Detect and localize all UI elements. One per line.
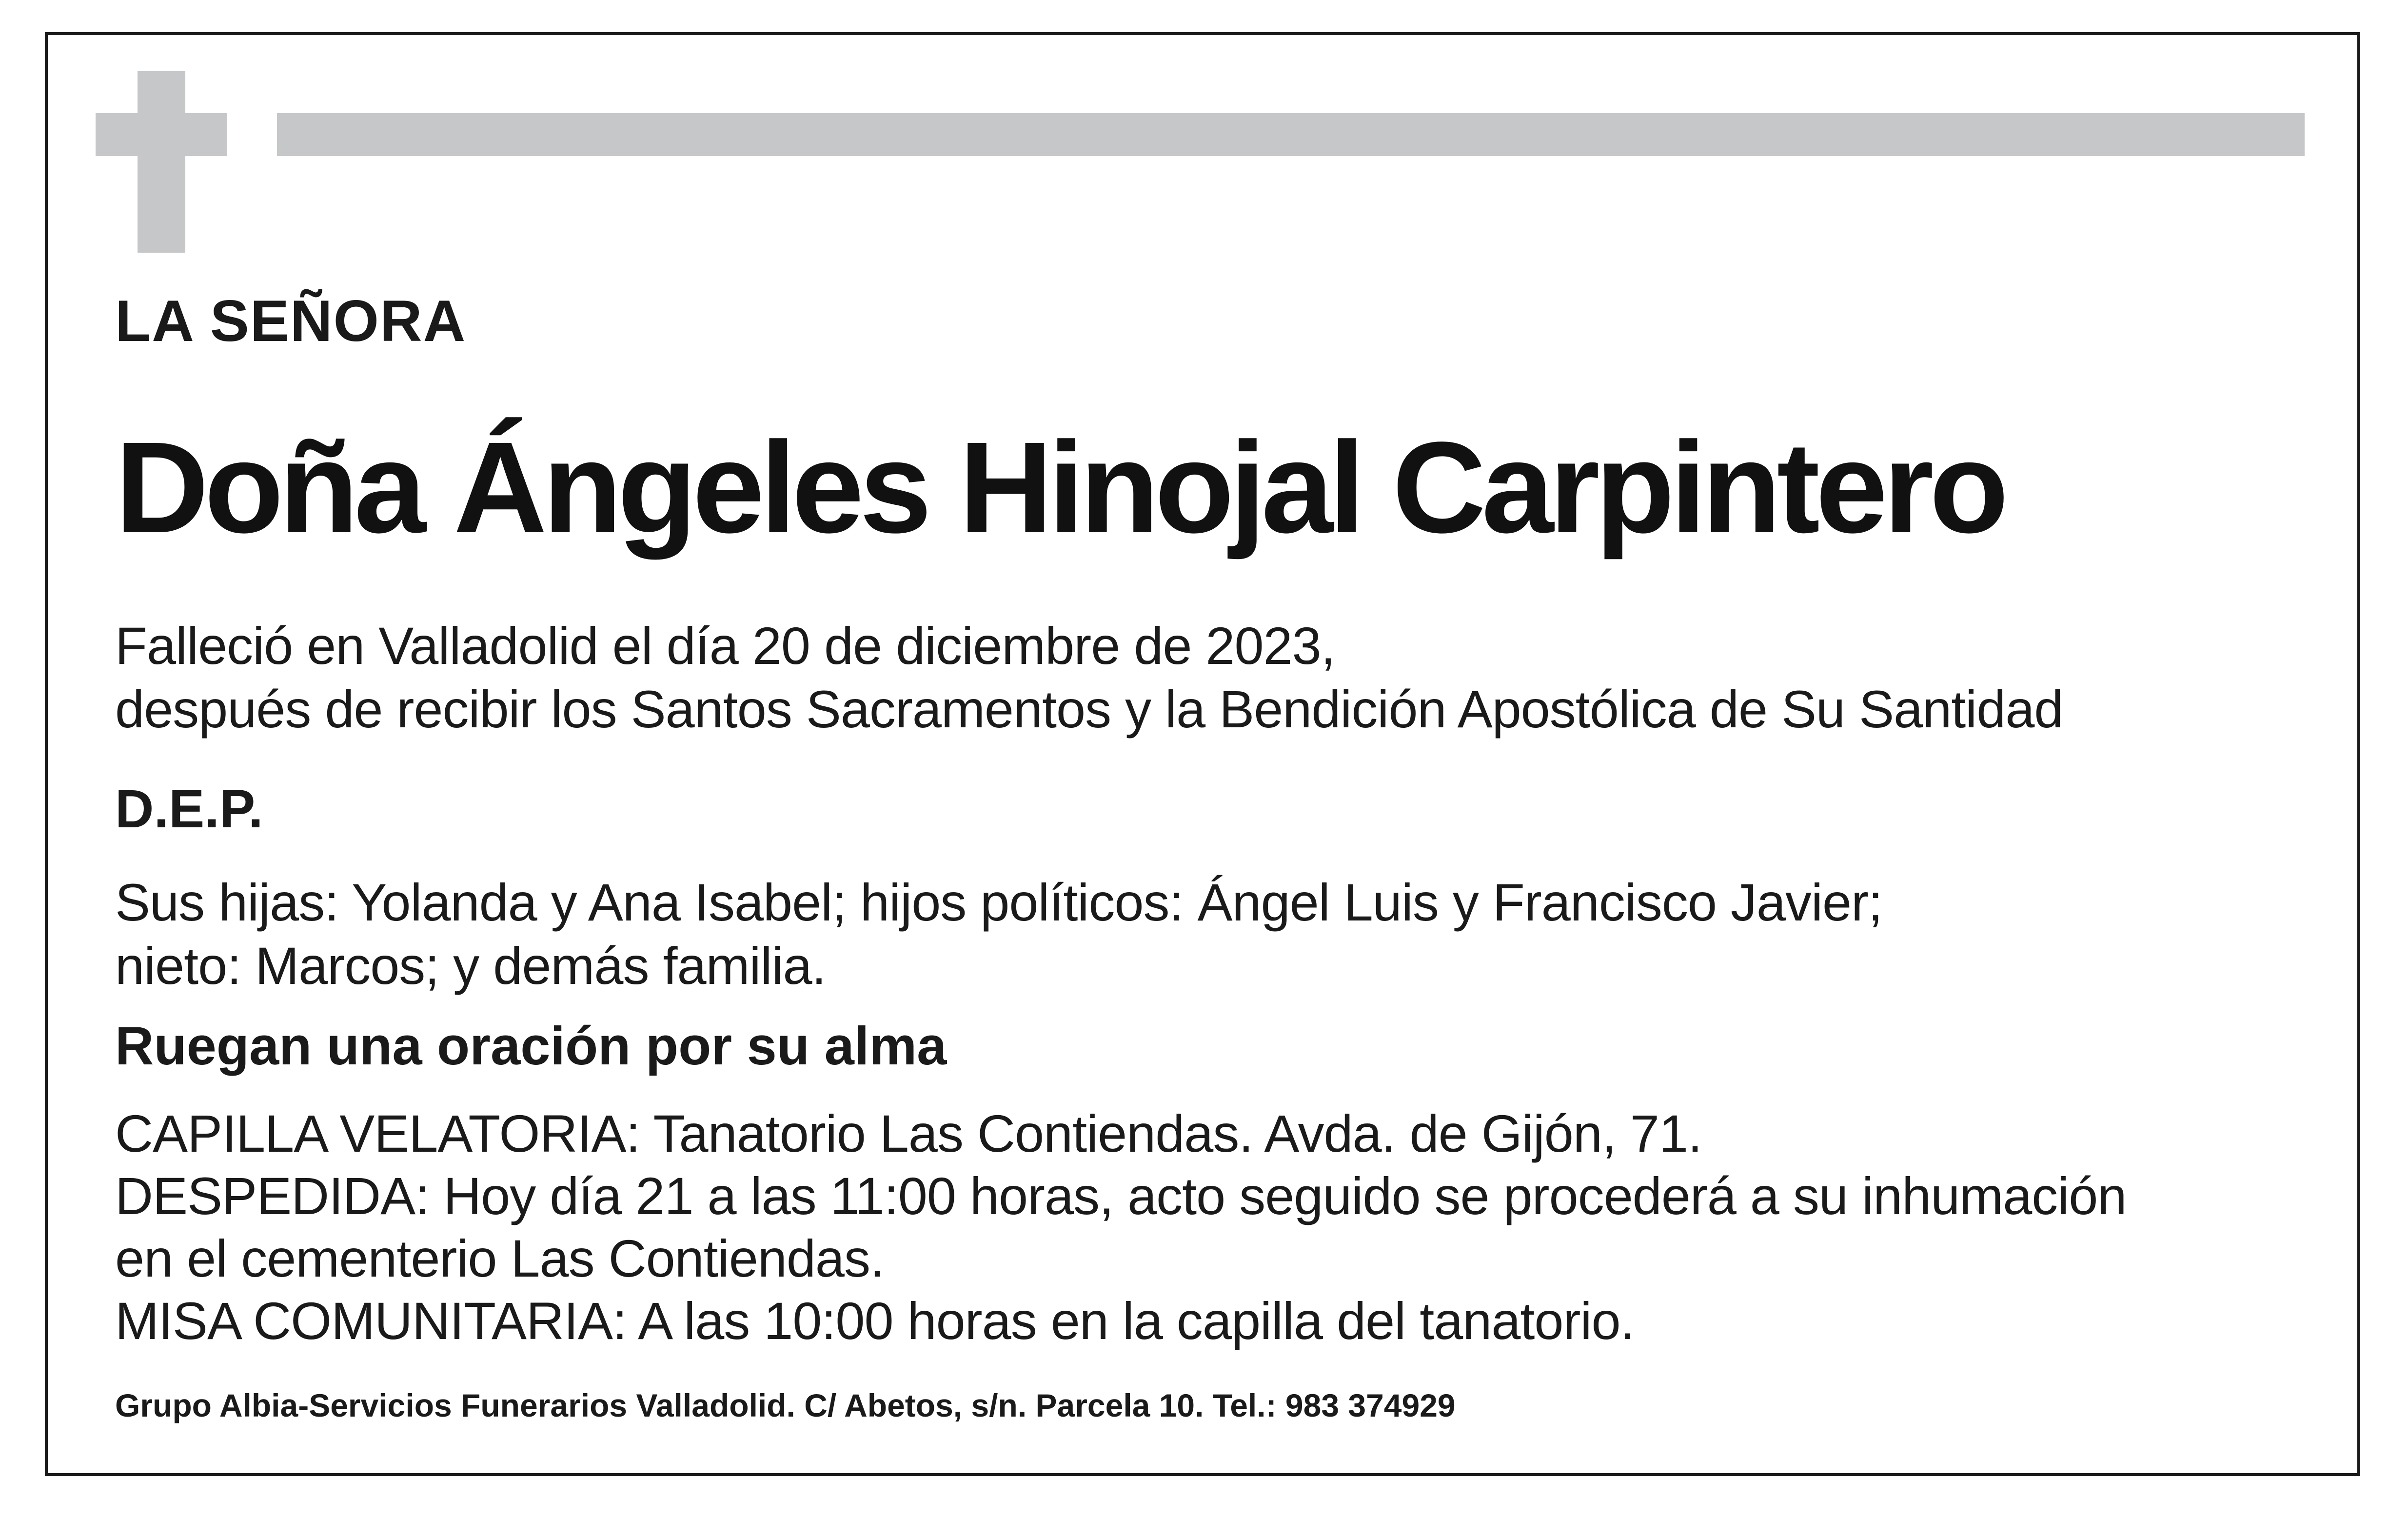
header-bar xyxy=(277,113,2305,156)
funeral-home-footer: Grupo Albia-Servicios Funerarios Valladolid. C/ Abetos, s/n. Parcela 10. Tel.: 983 374929 xyxy=(115,1387,1456,1423)
service-line-1: CAPILLA VELATORIA: Tanatorio Las Contiendas. Avda. de Gijón, 71. xyxy=(115,1104,1702,1163)
family-line-2: nieto: Marcos; y demás familia. xyxy=(115,936,826,995)
family-line-1: Sus hijas: Yolanda y Ana Isabel; hijos políticos: Ángel Luis y Francisco Javier; xyxy=(115,873,1883,932)
cross-horizontal-beam xyxy=(96,113,227,156)
death-line-2: después de recibir los Santos Sacramentos y la Bendición Apostólica de Su Santidad xyxy=(115,680,2063,739)
rip-label: D.E.P. xyxy=(115,779,263,839)
prayer-request: Ruegan una oración por su alma xyxy=(115,1016,947,1076)
service-line-2: DESPEDIDA: Hoy día 21 a las 11:00 horas, acto seguido se procederá a su inhumación xyxy=(115,1166,2127,1225)
cross-vertical-beam xyxy=(138,71,185,253)
deceased-name: Doña Ángeles Hinojal Carpintero xyxy=(115,415,2005,560)
death-line-1: Falleció en Valladolid el día 20 de diciembre de 2023, xyxy=(115,616,1335,675)
service-line-3: en el cementerio Las Contiendas. xyxy=(115,1229,884,1288)
honorific-prefix: LA SEÑORA xyxy=(115,288,467,354)
service-line-4: MISA COMUNITARIA: A las 10:00 horas en la capilla del tanatorio. xyxy=(115,1291,1635,1350)
